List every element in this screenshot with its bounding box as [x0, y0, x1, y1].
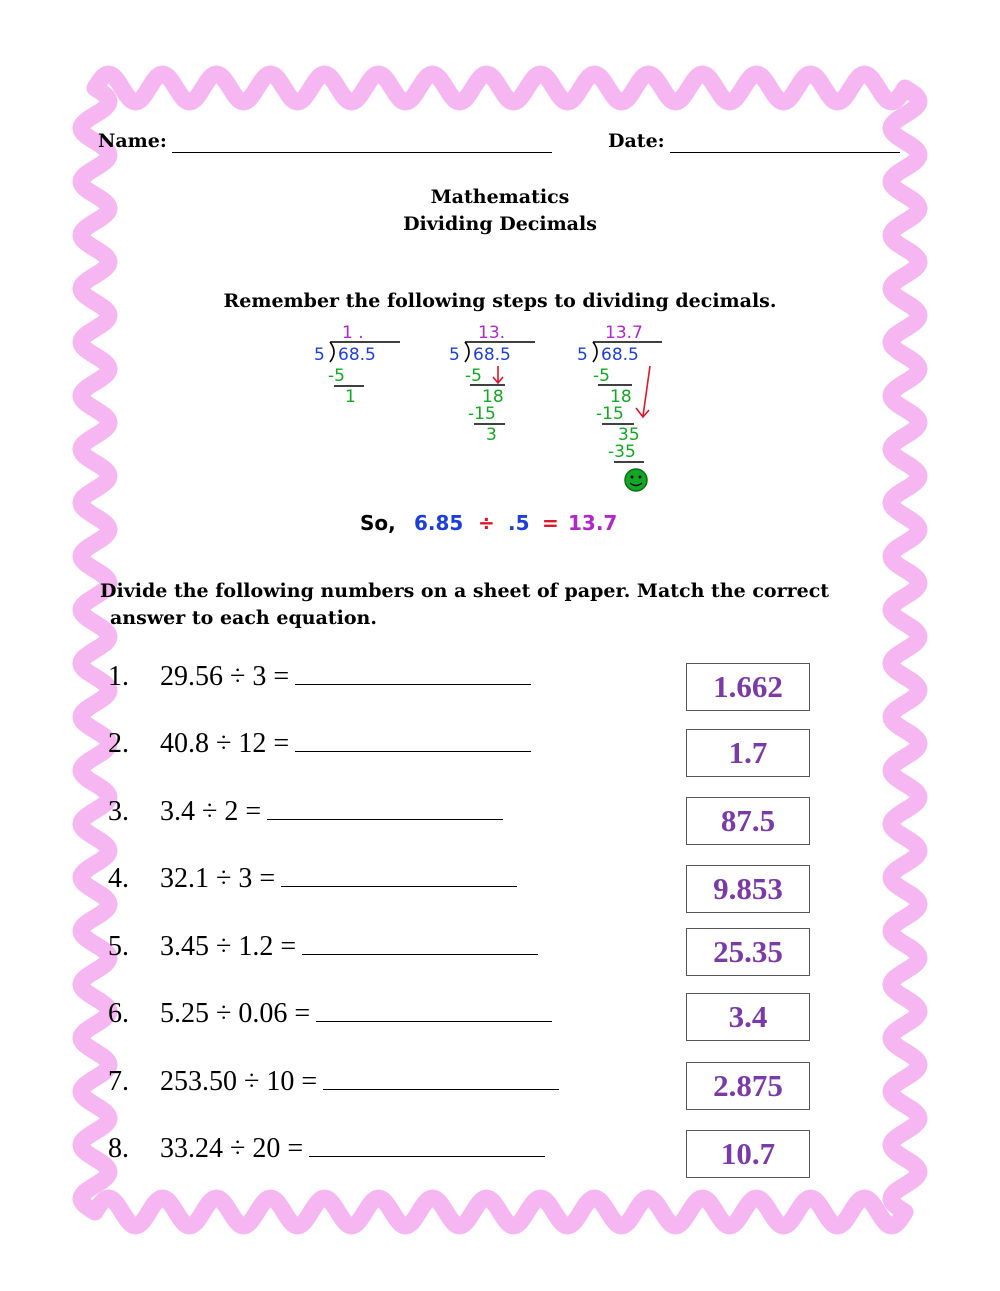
- steps-heading: Remember the following steps to dividing decimals.: [223, 290, 777, 312]
- step-1-quotient: 1 .: [342, 323, 364, 343]
- topic-title: Dividing Decimals: [403, 213, 597, 235]
- step-3-work-4: -35: [608, 442, 636, 462]
- problem-7: [108, 1061, 559, 1101]
- problem-number: 4.: [108, 863, 129, 894]
- summary-divisor: .5: [508, 511, 530, 535]
- step-2-work-1: 18: [482, 387, 504, 407]
- summary-equation: [360, 511, 617, 535]
- problem-expression: 29.56 ÷ 3 =: [160, 661, 290, 692]
- step-3-work-2: -15: [596, 404, 624, 424]
- answer-choice-1[interactable]: 1.662: [686, 663, 810, 711]
- answer-blank-8[interactable]: [309, 1128, 545, 1157]
- summary-so: So,: [360, 511, 396, 535]
- date-label: Date:: [608, 130, 665, 152]
- answer-choice-7[interactable]: 2.875: [686, 1062, 810, 1110]
- name-field[interactable]: [172, 152, 552, 153]
- problem-number: 7.: [108, 1066, 129, 1097]
- division-step-3: [577, 323, 662, 491]
- problem-number: 5.: [108, 931, 129, 962]
- answer-choice-6[interactable]: 3.4: [686, 993, 810, 1041]
- problem-5: [108, 926, 538, 966]
- worksheet-title: [0, 184, 1000, 238]
- step-2-arrow: [493, 366, 503, 383]
- step-2-quotient: 13.: [478, 323, 506, 343]
- step-3-dividend: 68.5: [601, 345, 639, 365]
- summary-equals: =: [542, 511, 559, 535]
- instructions-line-2: answer to each equation.: [110, 607, 377, 629]
- answer-blank-4[interactable]: [281, 858, 517, 887]
- problem-expression: 253.50 ÷ 10 =: [160, 1066, 318, 1097]
- border-wave-path: [81, 74, 919, 1226]
- problem-expression: 32.1 ÷ 3 =: [160, 863, 276, 894]
- date-field[interactable]: [670, 152, 900, 153]
- problem-3: [108, 791, 503, 831]
- answer-choice-2[interactable]: 1.7: [686, 729, 810, 777]
- answer-choice-5[interactable]: 25.35: [686, 928, 810, 976]
- answer-blank-3[interactable]: [267, 791, 503, 820]
- problem-number: 2.: [108, 728, 129, 759]
- problem-expression: 3.45 ÷ 1.2 =: [160, 931, 297, 962]
- instructions-line-1: Divide the following numbers on a sheet of paper. Match the correct: [100, 580, 830, 602]
- name-date-row: [98, 126, 900, 156]
- problem-expression: 5.25 ÷ 0.06 =: [160, 998, 311, 1029]
- problem-8: [108, 1128, 545, 1168]
- step-1-work-1: 1: [345, 387, 356, 407]
- step-2-dividend: 68.5: [473, 345, 511, 365]
- step-1-work-0: -5: [328, 366, 345, 386]
- step-3-work-1: 18: [610, 387, 632, 407]
- problem-number: 6.: [108, 998, 129, 1029]
- answer-choice-8[interactable]: 10.7: [686, 1130, 810, 1178]
- answer-blank-2[interactable]: [295, 723, 531, 752]
- step-3-quotient: 13.7: [605, 323, 643, 343]
- answer-blank-7[interactable]: [323, 1061, 559, 1090]
- problem-2: [108, 723, 531, 763]
- step-1-dividend: 68.5: [338, 345, 376, 365]
- step-3-divisor: 5: [577, 345, 588, 365]
- summary-divide-sign: ÷: [478, 511, 495, 535]
- step-3-work-0: -5: [593, 366, 610, 386]
- step-2-divisor: 5: [449, 345, 460, 365]
- division-step-1: [314, 323, 400, 407]
- answer-blank-5[interactable]: [302, 926, 538, 955]
- summary-result: 13.7: [568, 511, 618, 535]
- answer-blank-1[interactable]: [295, 656, 531, 685]
- problem-number: 3.: [108, 796, 129, 827]
- problem-expression: 33.24 ÷ 20 =: [160, 1133, 304, 1164]
- instructions: [100, 578, 860, 632]
- problem-number: 1.: [108, 661, 129, 692]
- division-step-2: [449, 323, 535, 445]
- subject-title: Mathematics: [430, 186, 570, 208]
- summary-dividend: 6.85: [414, 511, 464, 535]
- step-2-work-2: -15: [468, 404, 496, 424]
- smiley-face-icon: [625, 469, 647, 491]
- problem-4: [108, 858, 517, 898]
- step-3-work-3: 35: [618, 425, 640, 445]
- answer-choice-3[interactable]: 87.5: [686, 797, 810, 845]
- problem-expression: 3.4 ÷ 2 =: [160, 796, 262, 827]
- long-division-example: [300, 320, 680, 550]
- step-2-work-3: 3: [486, 425, 497, 445]
- problem-6: [108, 993, 552, 1033]
- step-1-divisor: 5: [314, 345, 325, 365]
- step-2-work-0: -5: [465, 366, 482, 386]
- step-3-arrow: [636, 366, 650, 417]
- problem-1: [108, 656, 531, 696]
- name-label: Name:: [98, 130, 167, 152]
- problem-number: 8.: [108, 1133, 129, 1164]
- answer-blank-6[interactable]: [316, 993, 552, 1022]
- problem-expression: 40.8 ÷ 12 =: [160, 728, 290, 759]
- answer-choice-4[interactable]: 9.853: [686, 865, 810, 913]
